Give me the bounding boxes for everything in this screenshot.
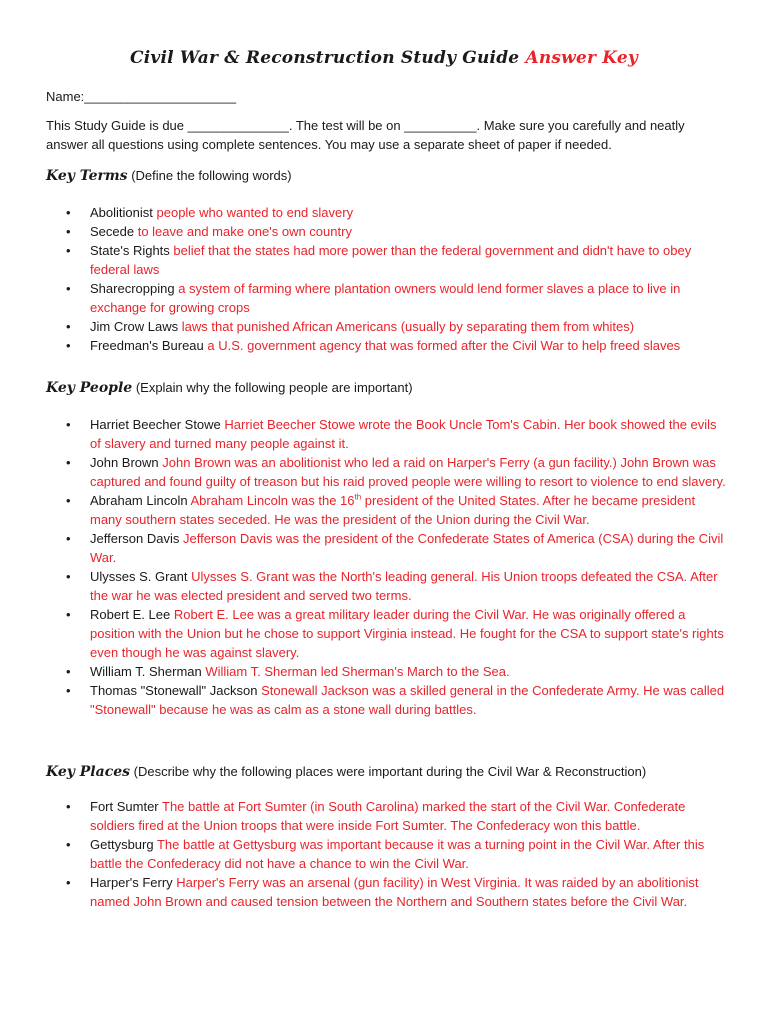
answer-text: Jefferson Davis was the president of the Confederate States of America (CSA) during the Civil War.: [90, 531, 724, 565]
answer-text: Ulysses S. Grant was the North's leading general. His Union troops defeated the CSA. After the war he was elected president and served two terms.: [90, 569, 718, 603]
key-terms-title: Key Terms: [46, 168, 128, 184]
page-title: [0, 48, 768, 68]
term-label: William T. Sherman: [90, 664, 202, 679]
answer-text: Harriet Beecher Stowe wrote the Book Uncle Tom's Cabin. Her book showed the evils of slavery and turned many people against it.: [90, 417, 717, 451]
answer-text: John Brown was an abolitionist who led a raid on Harper's Ferry (a gun facility.) John Brown was captured and found guilty of treason but his raid proved people were willing to resort to violence to end slavery.: [90, 455, 726, 489]
term-label: Sharecropping: [90, 281, 175, 296]
term-label: Fort Sumter: [90, 799, 159, 814]
answer-text: Stonewall Jackson was a skilled general in the Confederate Army. He was called "Stonewall" because he was as calm as a stone wall during battles.: [90, 683, 725, 717]
key-people-heading: [46, 380, 413, 396]
list-item: [66, 203, 726, 222]
term-label: Abraham Lincoln: [90, 493, 188, 508]
key-terms-heading: [46, 168, 292, 184]
list-item: [66, 491, 726, 529]
term-label: Harper's Ferry: [90, 875, 173, 890]
term-label: Jefferson Davis: [90, 531, 180, 546]
title-main: Civil War & Reconstruction Study Guide: [130, 48, 520, 68]
key-terms-note: (Define the following words): [131, 168, 292, 183]
list-item: [66, 873, 726, 911]
answer-text: The battle at Fort Sumter (in South Carolina) marked the start of the Civil War. Confederate soldiers fired at the Union troops that were inside Fort Sumter. The Confederacy won this battle.: [90, 799, 686, 833]
name-line: Name:_____________________: [46, 89, 237, 104]
answer-text: people who wanted to end slavery: [156, 205, 354, 220]
term-label: State's Rights: [90, 243, 170, 258]
list-item: [66, 662, 726, 681]
term-label: Secede: [90, 224, 135, 239]
answer-text: a U.S. government agency that was formed after the Civil War to help freed slaves: [207, 338, 681, 353]
answer-part: president of the United States. After he became president many southern states seceded. He was the president of the Union during the Civil War.: [90, 493, 696, 527]
title-answer-key: Answer Key: [525, 48, 638, 68]
term-label: Abolitionist: [90, 205, 153, 220]
key-terms-list: [66, 203, 726, 355]
list-item: [66, 336, 726, 355]
key-places-list: [66, 797, 726, 911]
ordinal-suffix: th: [354, 492, 362, 502]
list-item: [66, 415, 726, 453]
list-item: [66, 317, 726, 336]
list-item: [66, 835, 726, 873]
answer-text: belief that the states had more power than the federal government and didn't have to obey federal laws: [90, 243, 692, 277]
list-item: [66, 797, 726, 835]
key-places-title: Key Places: [46, 764, 131, 780]
key-people-title: Key People: [46, 380, 133, 396]
list-item: [66, 605, 726, 662]
list-item: [66, 222, 726, 241]
key-places-heading: [46, 764, 646, 780]
key-people-list: [66, 415, 726, 719]
term-label: Gettysburg: [90, 837, 154, 852]
term-label: Jim Crow Laws: [90, 319, 179, 334]
list-item: [66, 529, 726, 567]
term-label: Freedman's Bureau: [90, 338, 204, 353]
term-label: Harriet Beecher Stowe: [90, 417, 221, 432]
answer-text: William T. Sherman led Sherman's March to the Sea.: [205, 664, 510, 679]
term-label: Robert E. Lee: [90, 607, 171, 622]
answer-text: Harper's Ferry was an arsenal (gun facility) in West Virginia. It was raided by an abolitionist named John Brown and caused tension between the Northern and Southern states before the Civil War.: [90, 875, 699, 909]
answer-text: The battle at Gettysburg was important because it was a turning point in the Civil War. After this battle the Confederacy did not have a chance to win the Civil War.: [90, 837, 705, 871]
term-label: Thomas "Stonewall" Jackson: [90, 683, 258, 698]
intro-paragraph: This Study Guide is due ______________. The test will be on __________. Make sure you carefully and neatly answer all questions using complete sentences. You may use a separate sheet of paper if needed.: [46, 118, 685, 152]
key-places-note: (Describe why the following places were important during the Civil War & Reconstruction): [133, 764, 647, 779]
answer-text: to leave and make one's own country: [137, 224, 352, 239]
answer-text: Robert E. Lee was a great military leader during the Civil War. He was originally offered a position with the Union but he chose to support Virginia instead. He fought for the CSA to support state's rights even though he was against slavery.: [90, 607, 724, 660]
answer-text: a system of farming where plantation owners would lend former slaves a place to live in exchange for growing crops: [90, 281, 681, 315]
term-label: John Brown: [90, 455, 159, 470]
answer-text: laws that punished African Americans (usually by separating them from whites): [181, 319, 635, 334]
list-item: [66, 241, 726, 279]
key-people-note: (Explain why the following people are important): [135, 380, 413, 395]
term-label: Ulysses S. Grant: [90, 569, 188, 584]
list-item: [66, 567, 726, 605]
list-item: [66, 681, 726, 719]
list-item: [66, 279, 726, 317]
answer-part: Abraham Lincoln was the 16: [190, 493, 355, 508]
list-item: [66, 453, 726, 491]
